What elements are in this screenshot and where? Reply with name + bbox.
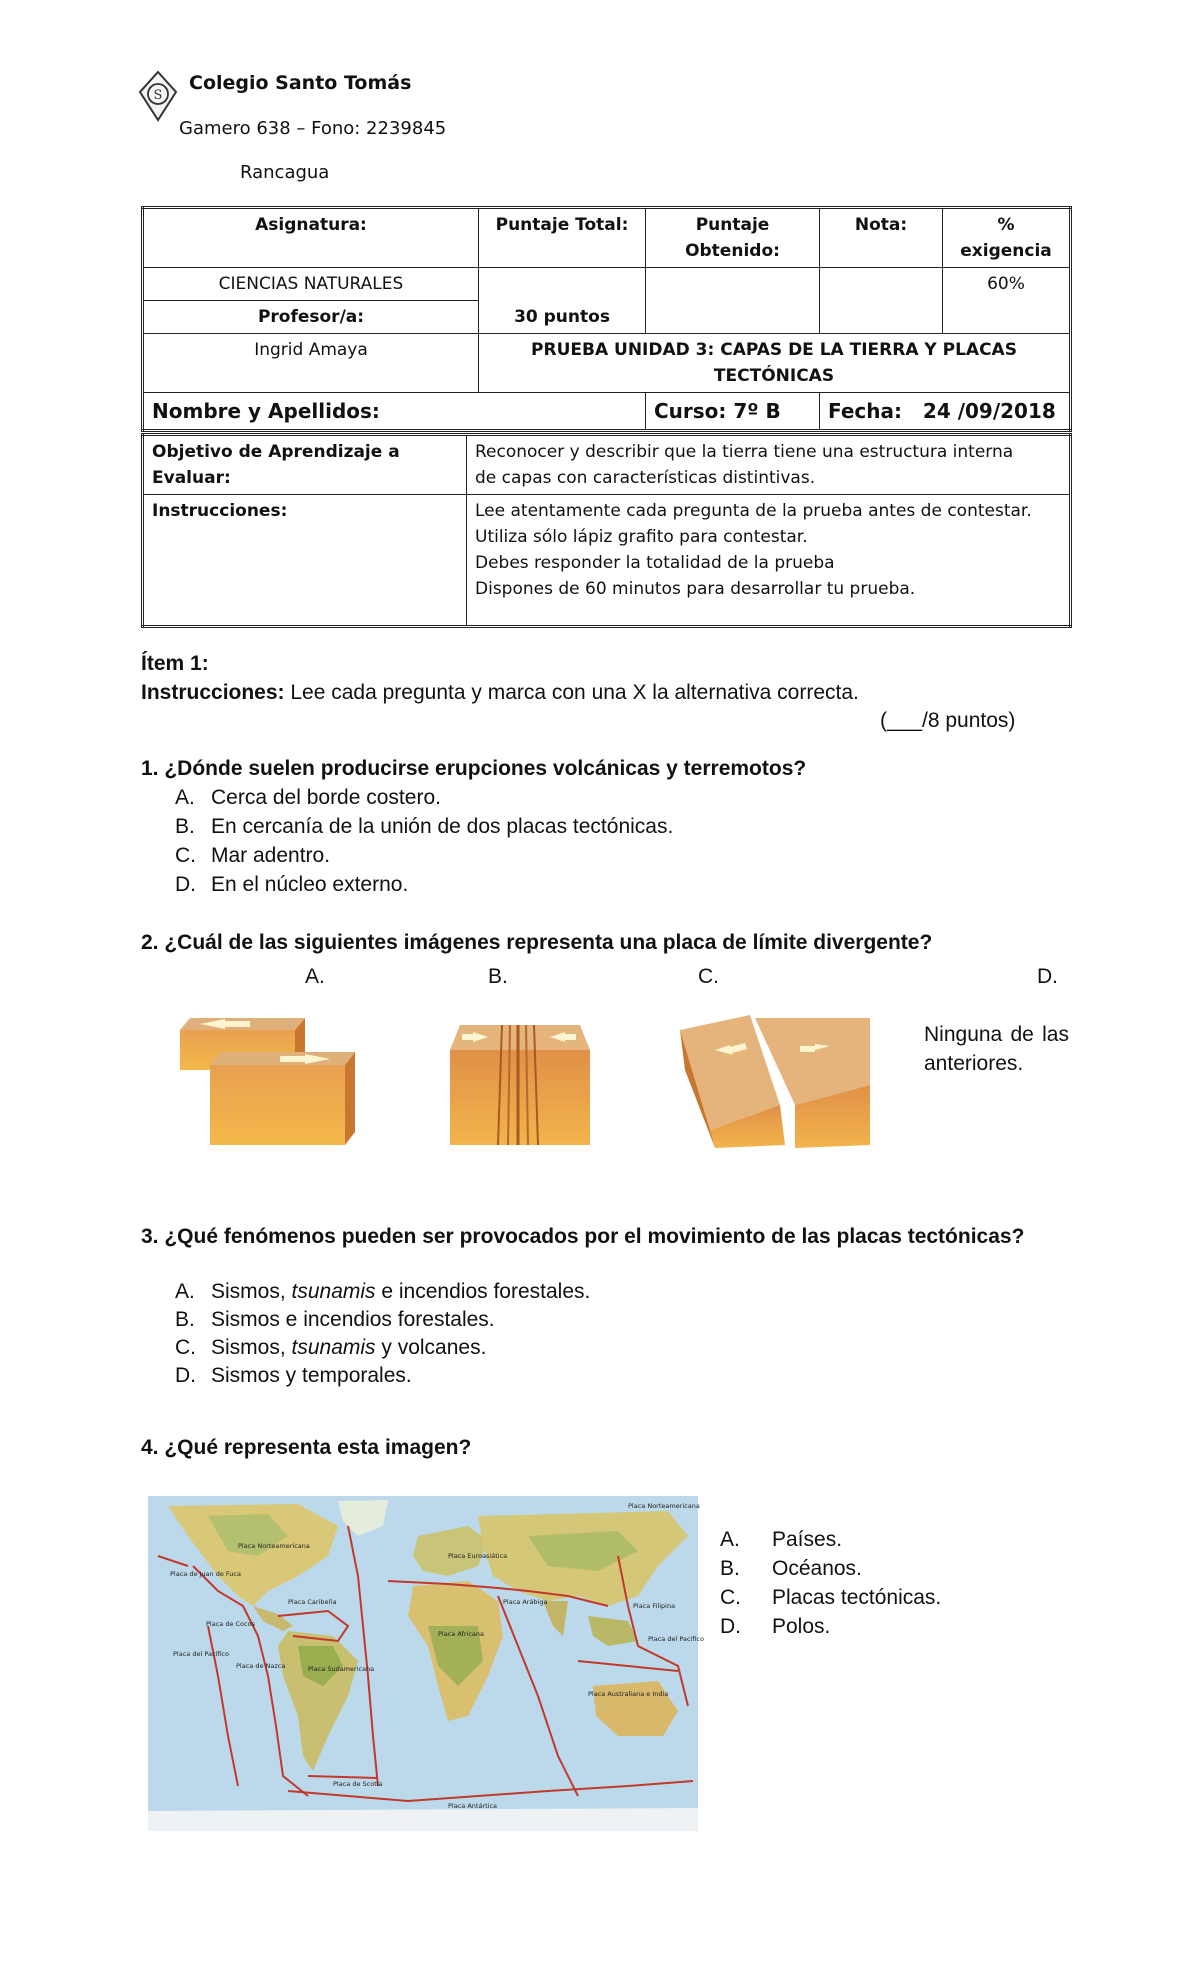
nombre-label[interactable]: Nombre y Apellidos: [143, 393, 646, 431]
school-name: Colegio Santo Tomás [189, 72, 412, 94]
item-points: (___/8 puntos) [880, 709, 1016, 732]
map-label: Placa Norteamericana [238, 1542, 310, 1550]
nota-field[interactable] [820, 268, 943, 334]
plate-transform-image[interactable] [170, 1010, 360, 1150]
prueba-title: PRUEBA UNIDAD 3: CAPAS DE LA TIERRA Y PLACAS TECTÓNICAS [479, 334, 1071, 393]
item-title: Ítem 1: [141, 652, 209, 675]
map-label: Placa Arábiga [503, 1598, 548, 1606]
q3-option-d[interactable]: D. Sismos y temporales. [175, 1364, 412, 1387]
plate-convergent-image[interactable] [670, 1010, 880, 1150]
q3-option-b[interactable]: B. Sismos e incendios forestales. [175, 1308, 495, 1331]
q3-option-a[interactable]: A. Sismos, tsunamis e incendios forestales. [175, 1280, 591, 1303]
nota-label: Nota: [820, 208, 943, 268]
q2-option-d-text[interactable]: Ninguna de las anteriores. [924, 1023, 1069, 1075]
objetivo-text [467, 435, 1071, 495]
question-1: 1. ¿Dónde suelen producirse erupciones volcánicas y terremotos? [141, 757, 807, 780]
q2-letter-c[interactable]: C. [698, 965, 719, 988]
map-label: Placa de Cocos [206, 1620, 255, 1628]
q4-option-b[interactable]: B. Océanos. [720, 1557, 862, 1580]
map-label: Placa del Pacífico [648, 1635, 704, 1643]
instruccion-line: Debes responder la totalidad de la prueba [475, 553, 835, 573]
map-label: Placa Antártica [448, 1802, 498, 1810]
curso-label: Curso: 7º B [646, 393, 820, 431]
puntaje-total-value: 30 puntos [479, 268, 646, 334]
map-label: Placa Africana [438, 1630, 484, 1638]
instruccion-line: Utiliza sólo lápiz grafito para contestar. [475, 527, 808, 547]
instrucciones-label: Instrucciones: [143, 495, 467, 627]
map-label: Placa Caribeña [288, 1598, 337, 1606]
puntaje-obtenido-field[interactable] [646, 268, 820, 334]
tectonic-plates-map [148, 1496, 704, 1831]
map-label: Placa del Pacífico [173, 1650, 229, 1658]
map-label: Placa de Nazca [236, 1662, 286, 1670]
exigencia-value: 60% [943, 268, 1071, 334]
q1-option-c[interactable]: C. Mar adentro. [175, 844, 331, 867]
map-label: Placa de Scotia [333, 1780, 383, 1788]
svg-text:S: S [153, 88, 163, 103]
profesor-label: Profesor/a: [143, 301, 479, 334]
item-instructions-label: Instrucciones: [141, 681, 285, 704]
q4-option-c[interactable]: C. Placas tectónicas. [720, 1586, 942, 1609]
exigencia-label: % exigencia [943, 208, 1071, 268]
item-instructions-text: Lee cada pregunta y marca con una X la alternativa correcta. [284, 681, 859, 704]
map-label: Placa Euroasiática [448, 1552, 508, 1560]
school-address: Gamero 638 – Fono: 2239845 [179, 118, 447, 139]
q1-option-d[interactable]: D. En el núcleo externo. [175, 873, 409, 896]
instrucciones-text [467, 495, 1071, 627]
instruccion-line: Lee atentamente cada pregunta de la prueba antes de contestar. [475, 501, 1032, 521]
question-2: 2. ¿Cuál de las siguientes imágenes representa una placa de límite divergente? [141, 931, 933, 954]
school-city: Rancagua [240, 162, 330, 183]
q1-option-b[interactable]: B. En cercanía de la unión de dos placas tectónicas. [175, 815, 674, 838]
asignatura-label: Asignatura: [143, 208, 479, 268]
fecha-cell [820, 393, 1071, 431]
item-instructions [141, 678, 859, 707]
q2-letter-b[interactable]: B. [488, 965, 508, 988]
map-label: Placa Filipina [633, 1602, 676, 1610]
map-label: Placa Norteamericana [628, 1502, 700, 1510]
asignatura-value: CIENCIAS NATURALES [143, 268, 479, 301]
q4-option-a[interactable]: A. Países. [720, 1528, 843, 1551]
instruccion-line: Dispones de 60 minutos para desarrollar tu prueba. [475, 579, 916, 599]
profesor-value: Ingrid Amaya [143, 334, 479, 393]
question-3: 3. ¿Qué fenómenos pueden ser provocados por el movimiento de las placas tectónicas? [141, 1225, 1025, 1248]
q3-option-c[interactable]: C. Sismos, tsunamis y volcanes. [175, 1336, 487, 1359]
fecha-value: 24 /09/2018 [922, 399, 1056, 423]
objective-table [141, 433, 1072, 628]
map-label: Placa Australiana e India [588, 1690, 669, 1698]
school-logo [138, 70, 178, 122]
map-label: Placa Sudamericana [308, 1665, 375, 1673]
objetivo-label: Objetivo de Aprendizaje a Evaluar: [143, 435, 467, 495]
plate-divergent-image[interactable] [440, 1010, 600, 1150]
info-table [141, 206, 1072, 432]
map-label: Placa de Juan de Fuca [170, 1570, 241, 1578]
q1-option-a[interactable]: A. Cerca del borde costero. [175, 786, 441, 809]
q4-option-d[interactable]: D. Polos. [720, 1615, 831, 1638]
objetivo-line: Reconocer y describir que la tierra tiene una estructura interna [475, 442, 1014, 462]
question-4: 4. ¿Qué representa esta imagen? [141, 1436, 472, 1459]
q2-letter-a[interactable]: A. [305, 965, 325, 988]
objetivo-line: de capas con características distintivas. [475, 468, 816, 488]
puntaje-obtenido-label: Puntaje Obtenido: [646, 208, 820, 268]
q2-letter-d[interactable]: D. [1037, 965, 1058, 988]
puntaje-total-label: Puntaje Total: [479, 208, 646, 268]
fecha-label: Fecha: [828, 399, 903, 423]
